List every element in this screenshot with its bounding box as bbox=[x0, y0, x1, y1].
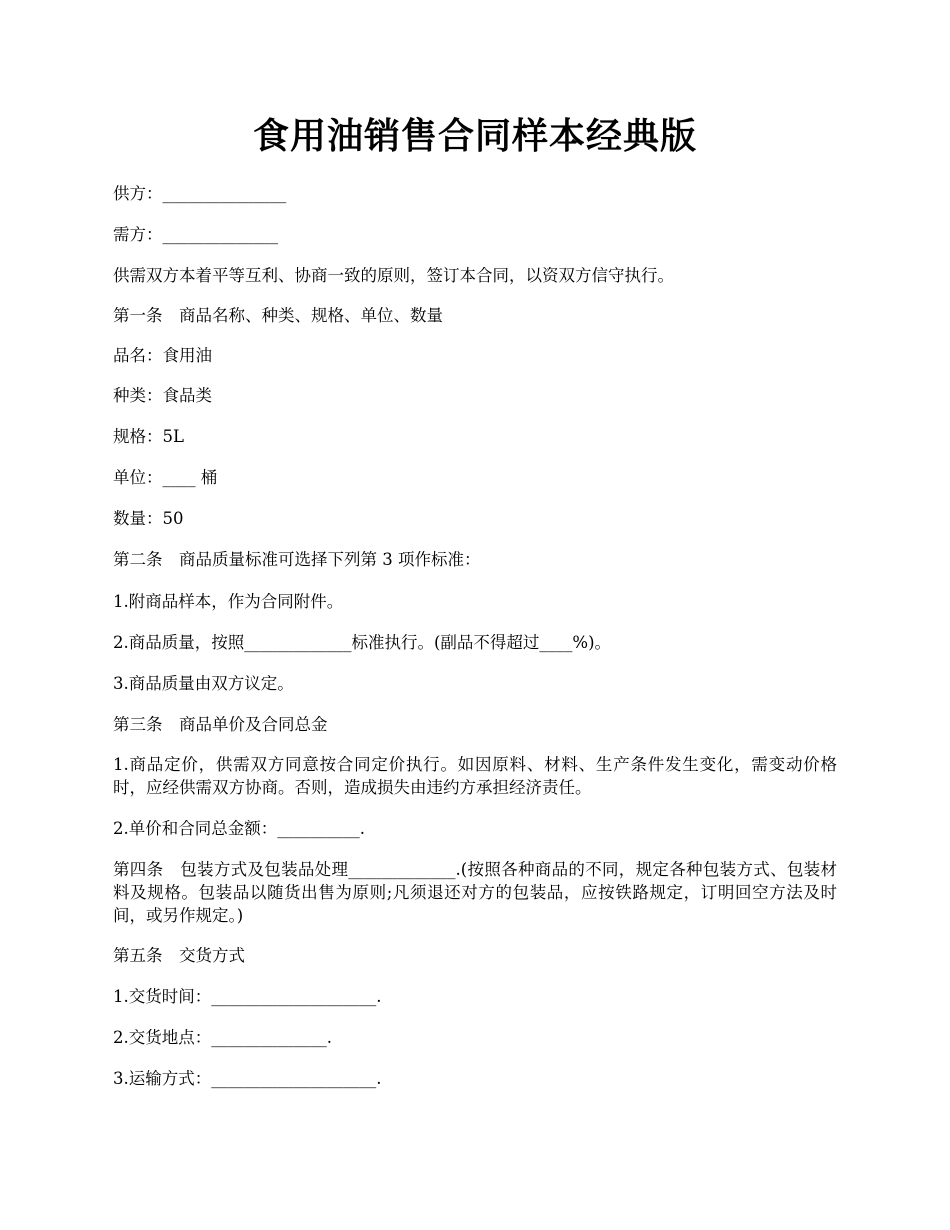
article-3-item-2: 2.单价和合同总金额：__________. bbox=[113, 819, 365, 838]
article-1-heading: 第一条 商品名称、种类、规格、单位、数量 bbox=[113, 306, 443, 325]
article-2-item-3: 3.商品质量由双方议定。 bbox=[113, 674, 294, 693]
buyer-line: 需方：______________ bbox=[113, 225, 278, 244]
article-5-item-3: 3.运输方式：____________________. bbox=[113, 1069, 382, 1088]
product-unit-line: 单位：____ 桶 bbox=[113, 468, 218, 487]
product-spec-line: 规格：5L bbox=[113, 427, 184, 446]
document-title: 食用油销售合同样本经典版 bbox=[252, 115, 697, 157]
article-4-paragraph: 第四条 包装方式及包装品处理_____________.(按照各种商品的不同，规定各种包装方式、包装材料及规格。包装品以随货出售为原则;凡须退还对方的包装品，应按铁路规定，订明回空方法及时间，或另作规定。) bbox=[113, 860, 837, 925]
article-3-item-1: 1.商品定价，供需双方同意按合同定价执行。如因原料、材料、生产条件发生变化，需变动价格时，应经供需双方协商。否则，造成损失由违约方承担经济责任。 bbox=[113, 755, 837, 797]
product-name-line: 品名：食用油 bbox=[113, 346, 212, 365]
article-5-item-2: 2.交货地点：______________. bbox=[113, 1028, 332, 1047]
product-category-line: 种类：食品类 bbox=[113, 386, 212, 405]
article-5-item-1: 1.交货时间：____________________. bbox=[113, 987, 382, 1006]
preamble-paragraph: 供需双方本着平等互利、协商一致的原则，签订本合同，以资双方信守执行。 bbox=[113, 266, 674, 285]
article-2-heading: 第二条 商品质量标准可选择下列第 3 项作标准： bbox=[113, 550, 481, 569]
product-quantity-line: 数量：50 bbox=[113, 509, 184, 528]
article-2-item-1: 1.附商品样本，作为合同附件。 bbox=[113, 592, 344, 611]
article-2-item-2: 2.商品质量，按照_____________标准执行。(副品不得超过____%)。 bbox=[113, 633, 612, 652]
supplier-line: 供方：_______________ bbox=[113, 184, 287, 203]
article-5-heading: 第五条 交货方式 bbox=[113, 946, 245, 965]
article-3-heading: 第三条 商品单价及合同总金 bbox=[113, 715, 328, 734]
